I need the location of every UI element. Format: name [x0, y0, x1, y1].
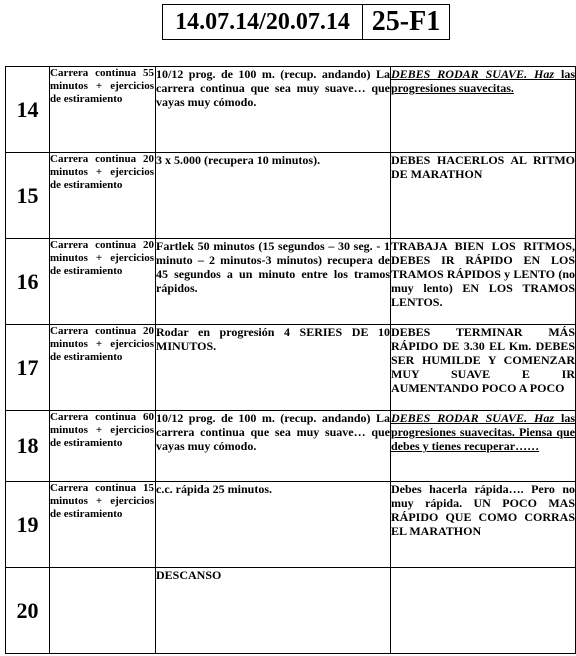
table-row [6, 411, 576, 482]
training-plan-table [5, 66, 576, 654]
coach-note-cell: TRABAJA BIEN LOS RITMOS, DEBES IR RÁPIDO EN LOS TRAMOS RÁPIDOS y LENTO (no muy lento) EN LOS TRAMOS LENTOS. [391, 239, 576, 325]
day-number: 15 [6, 153, 50, 239]
table-row [6, 568, 576, 654]
table-row [6, 239, 576, 325]
warmup-cell: Carrera continua 55 minutos + ejercicios de estiramiento [50, 67, 156, 153]
week-dates: 14.07.14/20.07.14 [163, 5, 363, 40]
coach-note-cell: DEBES HACERLOS AL RITMO DE MARATHON [391, 153, 576, 239]
main-workout-cell: c.c. rápida 25 minutos. [156, 482, 391, 568]
main-workout-cell: Rodar en progresión 4 SERIES DE 10 MINUTOS. [156, 325, 391, 411]
rest-day-label: DESCANSO [156, 568, 391, 654]
main-workout-cell: 3 x 5.000 (recupera 10 minutos). [156, 153, 391, 239]
day-number: 14 [6, 67, 50, 153]
week-header [162, 4, 450, 40]
main-workout-cell: Fartlek 50 minutos (15 segundos – 30 seg. - 1 minuto – 2 minutos-3 minutos) recupera de 45 segundos a un minuto entre los tramos rápidos. [156, 239, 391, 325]
note-emphasis: DEBES RODAR SUAVE. Haz [391, 411, 555, 425]
note-text: las progresiones suavecitas. [391, 67, 575, 95]
plan-code: 25-F1 [363, 5, 450, 40]
main-workout-cell: 10/12 prog. de 100 m. (recup. andando) La carrera continua que sea muy suave… que vayas muy cómodo. [156, 67, 391, 153]
warmup-cell: Carrera continua 15 minutos + ejercicios de estiramiento [50, 482, 156, 568]
coach-note-cell [391, 568, 576, 654]
table-row [6, 67, 576, 153]
day-number: 16 [6, 239, 50, 325]
main-workout-cell: 10/12 prog. de 100 m. (recup. andando) La carrera continua que sea muy suave… que vayas muy cómodo. [156, 411, 391, 482]
warmup-cell: Carrera continua 60 minutos + ejercicios de estiramiento [50, 411, 156, 482]
day-number: 18 [6, 411, 50, 482]
day-number: 19 [6, 482, 50, 568]
note-emphasis: DEBES RODAR SUAVE. Haz [391, 67, 555, 81]
coach-note-cell [391, 411, 576, 482]
day-number: 17 [6, 325, 50, 411]
coach-note-cell: DEBES TERMINAR MÁS RÁPIDO DE 3.30 EL Km. DEBES SER HUMILDE Y COMENZAR MUY SUAVE E IR AUMENTANDO POCO A POCO [391, 325, 576, 411]
warmup-cell: Carrera continua 20 minutos + ejercicios de estiramiento [50, 153, 156, 239]
warmup-cell [50, 568, 156, 654]
table-row [6, 482, 576, 568]
note-text: las progresiones suavecitas. Piensa que debes y tienes recuperar…… [391, 411, 575, 453]
coach-note-cell: Debes hacerla rápida…. Pero no muy rápida. UN POCO MAS RÁPIDO QUE COMO CORRAS EL MARATHON [391, 482, 576, 568]
coach-note-cell [391, 67, 576, 153]
table-row [6, 153, 576, 239]
table-row [6, 325, 576, 411]
day-number: 20 [6, 568, 50, 654]
warmup-cell: Carrera continua 20 minutos + ejercicios de estiramiento [50, 325, 156, 411]
warmup-cell: Carrera continua 20 minutos + ejercicios de estiramiento [50, 239, 156, 325]
